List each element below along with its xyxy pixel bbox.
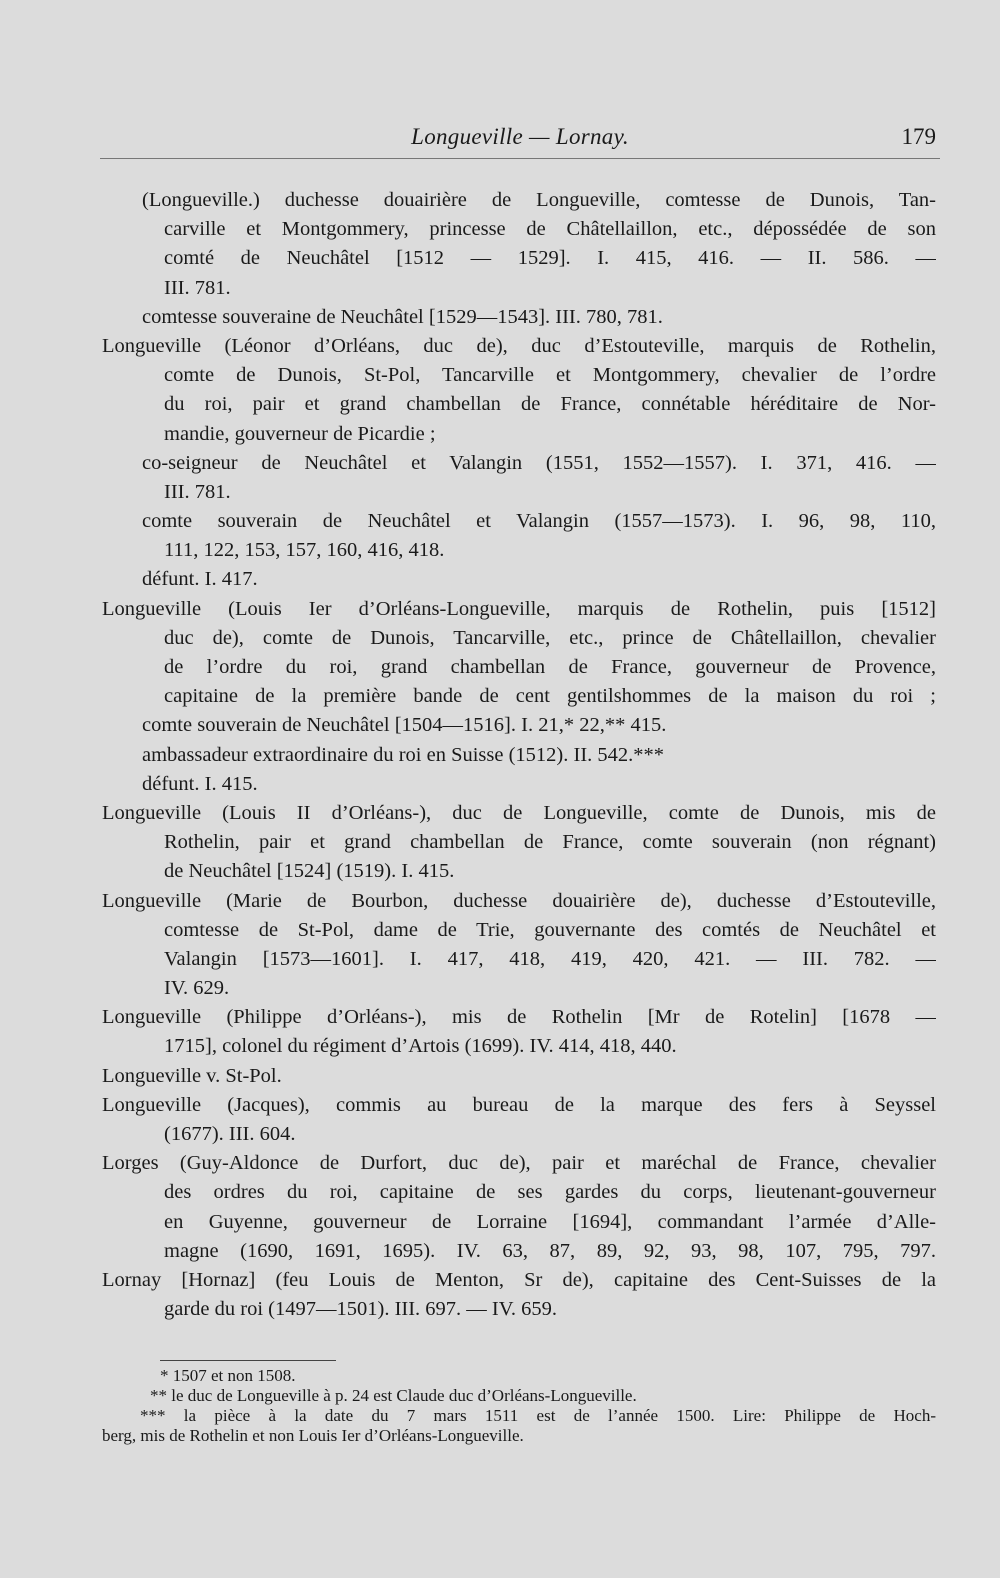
entry-line: Lornay [Hornaz] (feu Louis de Menton, Sr de), capitaine des Cent-Suisses de la bbox=[102, 1268, 936, 1291]
index-entry bbox=[102, 186, 936, 332]
entry-line: (Longueville.) duchesse douairière de Longueville, comtesse de Dunois, Tan- bbox=[142, 189, 936, 211]
footnote-rule bbox=[160, 1360, 336, 1361]
entry-line: comte souverain de Neuchâtel [1504—1516]. I. 21,* 22,** 415. bbox=[142, 714, 667, 737]
entry-line: III. 781. bbox=[164, 276, 231, 299]
entry-line: Longueville (Louis II d’Orléans-), duc de Longueville, comte de Dunois, mis de bbox=[102, 801, 936, 824]
index-entry bbox=[102, 799, 936, 887]
entry-line: comté de Neuchâtel [1512 — 1529]. I. 415, 416. — II. 586. — bbox=[164, 247, 936, 270]
entry-line: mandie, gouverneur de Picardie ; bbox=[164, 422, 436, 445]
entry-line: 111, 122, 153, 157, 160, 416, 418. bbox=[164, 539, 445, 562]
entry-line: défunt. I. 417. bbox=[142, 568, 258, 591]
entry-line: Longueville (Jacques), commis au bureau de la marque des fers à Seyssel bbox=[102, 1093, 936, 1116]
entry-line: (1677). III. 604. bbox=[164, 1123, 296, 1145]
entry-line: du roi, pair et grand chambellan de France, connétable héréditaire de Nor- bbox=[164, 393, 936, 416]
index-entry bbox=[102, 1091, 936, 1149]
entry-line: garde du roi (1497—1501). III. 697. — IV. 659. bbox=[164, 1298, 558, 1321]
entry-line: en Guyenne, gouverneur de Lorraine [1694], commandant l’armée d’Alle- bbox=[164, 1210, 936, 1233]
index-entry bbox=[102, 1062, 936, 1091]
entry-line: Rothelin, pair et grand chambellan de France, comte souverain (non régnant) bbox=[164, 831, 936, 854]
entry-line: Lorges (Guy-Aldonce de Durfort, duc de), pair et maréchal de France, chevalier bbox=[102, 1152, 936, 1175]
footnote-line: berg, mis de Rothelin et non Louis Ier d’Orléans-Longueville. bbox=[102, 1426, 524, 1445]
index-entry bbox=[102, 887, 936, 1004]
entry-line: Longueville v. St-Pol. bbox=[102, 1064, 282, 1087]
entry-line: ambassadeur extraordinaire du roi en Suisse (1512). II. 542.*** bbox=[142, 743, 665, 766]
entry-line: capitaine de la première bande de cent gentilshommes de la maison du roi ; bbox=[164, 685, 936, 708]
entry-line: magne (1690, 1691, 1695). IV. 63, 87, 89, 92, 93, 98, 107, 795, 797. bbox=[164, 1239, 936, 1262]
entry-line: défunt. I. 415. bbox=[142, 772, 258, 795]
entry-line: Valangin [1573—1601]. I. 417, 418, 419, 420, 421. — III. 782. — bbox=[164, 947, 936, 970]
entry-line: IV. 629. bbox=[164, 977, 230, 1000]
footnotes bbox=[102, 1366, 936, 1446]
entry-line: comtesse de St-Pol, dame de Trie, gouvernante des comtés de Neuchâtel et bbox=[164, 918, 936, 941]
entry-line: Longueville (Louis Ier d’Orléans-Longueville, marquis de Rothelin, puis [1512] bbox=[102, 597, 936, 620]
index-entry bbox=[102, 1149, 936, 1266]
entry-line: de l’ordre du roi, grand chambellan de France, gouverneur de Provence, bbox=[164, 656, 936, 678]
entry-line: Longueville (Philippe d’Orléans-), mis de Rothelin [Mr de Rotelin] [1678 — bbox=[102, 1006, 936, 1029]
entry-line: comtesse souveraine de Neuchâtel [1529—1543]. III. 780, 781. bbox=[142, 305, 663, 328]
entry-line: comte souverain de Neuchâtel et Valangin (1557—1573). I. 96, 98, 110, bbox=[142, 510, 936, 533]
entry-line: co-seigneur de Neuchâtel et Valangin (1551, 1552—1557). I. 371, 416. — bbox=[142, 451, 936, 474]
index-entry bbox=[102, 595, 936, 799]
running-title: Longueville — Lornay. bbox=[411, 124, 629, 149]
entry-line: de Neuchâtel [1524] (1519). I. 415. bbox=[164, 860, 455, 883]
entry-line: duc de), comte de Dunois, Tancarville, etc., prince de Châtellaillon, chevalier bbox=[164, 626, 936, 649]
footnote-line: ** le duc de Longueville à p. 24 est Claude duc d’Orléans-Longueville. bbox=[150, 1386, 637, 1405]
entry-line: 1715], colonel du régiment d’Artois (1699). IV. 414, 418, 440. bbox=[164, 1035, 677, 1058]
entry-line: des ordres du roi, capitaine de ses gardes du corps, lieutenant-gouverneur bbox=[164, 1181, 936, 1204]
footnote-line: * 1507 et non 1508. bbox=[160, 1366, 296, 1385]
entry-line: comte de Dunois, St-Pol, Tancarville et Montgommery, chevalier de l’ordre bbox=[164, 364, 936, 387]
index-entry bbox=[102, 332, 936, 595]
index-entries bbox=[102, 186, 936, 1324]
entry-line: Longueville (Marie de Bourbon, duchesse douairière de), duchesse d’Estouteville, bbox=[102, 889, 936, 912]
index-entry bbox=[102, 1003, 936, 1061]
index-entry bbox=[102, 1266, 936, 1324]
page-number: 179 bbox=[901, 124, 936, 149]
entry-line: III. 781. bbox=[164, 480, 231, 503]
entry-line: Longueville (Léonor d’Orléans, duc de), duc d’Estouteville, marquis de Rothelin, bbox=[102, 334, 936, 357]
footnote-line: *** la pièce à la date du 7 mars 1511 est de l’année 1500. Lire: Philippe de Hoch- bbox=[140, 1406, 936, 1425]
entry-line: carville et Montgommery, princesse de Châtellaillon, etc., dépossédée de son bbox=[164, 218, 936, 241]
running-head bbox=[100, 124, 940, 159]
